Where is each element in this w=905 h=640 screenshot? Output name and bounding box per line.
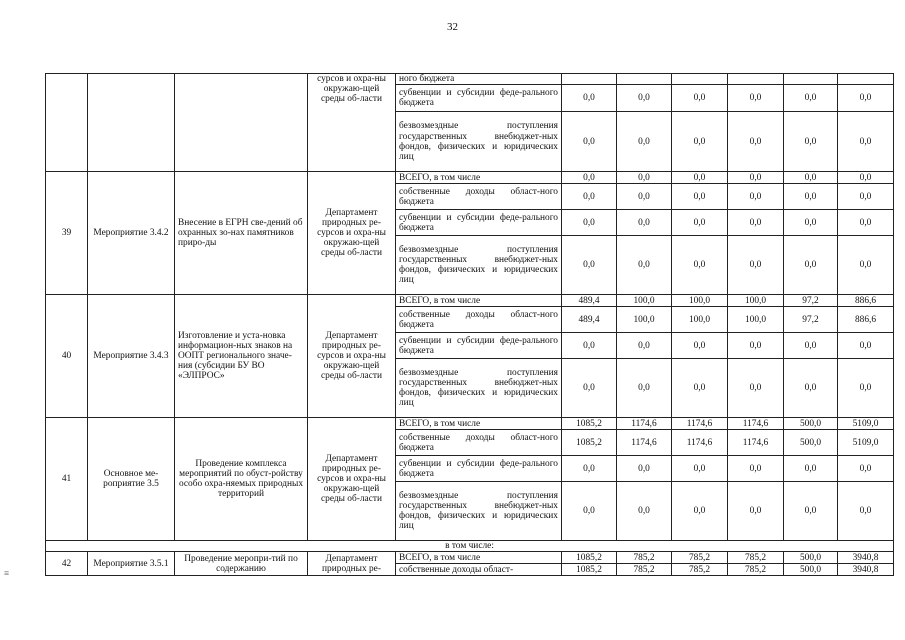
value-cell: 0,0 xyxy=(838,172,894,184)
value-cell: 0,0 xyxy=(562,236,617,295)
value-cell: 1174,6 xyxy=(617,418,672,430)
executor: Департамент природных ре-сурсов и охра-ны окружаю-щей среды об-ласти xyxy=(308,418,396,541)
value-cell: 0,0 xyxy=(838,482,894,541)
value-cell: 0,0 xyxy=(784,456,838,482)
funding-source: субвенции и субсидии феде-рального бюджета xyxy=(396,85,562,112)
value-cell: 1085,2 xyxy=(562,430,617,456)
value-cell xyxy=(562,74,617,85)
value-cell: 0,0 xyxy=(562,112,617,172)
value-cell: 0,0 xyxy=(617,456,672,482)
value-cell: 97,2 xyxy=(784,307,838,333)
value-cell: 97,2 xyxy=(784,295,838,307)
funding-source: ВСЕГО, в том числе xyxy=(396,552,562,564)
value-cell: 886,6 xyxy=(838,295,894,307)
table-row xyxy=(46,552,894,564)
value-cell: 500,0 xyxy=(784,430,838,456)
value-cell: 0,0 xyxy=(728,112,784,172)
value-cell: 500,0 xyxy=(784,418,838,430)
page-number: 32 xyxy=(447,21,458,33)
value-cell: 0,0 xyxy=(784,333,838,359)
funding-source: ВСЕГО, в том числе xyxy=(396,172,562,184)
table-row xyxy=(46,74,894,85)
table-row xyxy=(46,172,894,184)
subheading: в том числе: xyxy=(46,541,894,552)
value-cell: 100,0 xyxy=(617,307,672,333)
value-cell: 0,0 xyxy=(562,456,617,482)
activity-name: Внесение в ЕГРН све-дений об охранных зо-нах памятников приро-ды xyxy=(175,172,308,295)
value-cell: 489,4 xyxy=(562,295,617,307)
value-cell: 0,0 xyxy=(728,172,784,184)
value-cell: 1085,2 xyxy=(562,564,617,576)
activity-type: Мероприятие 3.4.3 xyxy=(88,295,175,418)
funding-source: субвенции и субсидии феде-рального бюджета xyxy=(396,210,562,236)
value-cell: 0,0 xyxy=(838,359,894,418)
value-cell: 1174,6 xyxy=(728,418,784,430)
value-cell: 0,0 xyxy=(672,172,728,184)
row-number: 40 xyxy=(46,295,88,418)
budget-table xyxy=(45,73,894,576)
funding-source: ВСЕГО, в том числе xyxy=(396,418,562,430)
value-cell: 100,0 xyxy=(672,295,728,307)
row-number: 39 xyxy=(46,172,88,295)
funding-source: собственные доходы област-ного бюджета xyxy=(396,307,562,333)
activity-type: Основное ме-роприятие 3.5 xyxy=(88,418,175,541)
value-cell: 0,0 xyxy=(728,359,784,418)
value-cell: 886,6 xyxy=(838,307,894,333)
value-cell xyxy=(672,74,728,85)
activity-name: Изготовление и уста-новка информацион-ных знаков на ООПТ регионального значе-ния (субсидии БУ ВО «ЭЛПРОС» xyxy=(175,295,308,418)
value-cell: 0,0 xyxy=(617,112,672,172)
value-cell: 0,0 xyxy=(562,184,617,210)
value-cell: 500,0 xyxy=(784,552,838,564)
table-row xyxy=(46,541,894,552)
value-cell: 0,0 xyxy=(838,184,894,210)
value-cell: 0,0 xyxy=(728,184,784,210)
value-cell: 0,0 xyxy=(838,236,894,295)
funding-source: субвенции и субсидии феде-рального бюджета xyxy=(396,333,562,359)
activity-type: Мероприятие 3.5.1 xyxy=(88,552,175,576)
value-cell: 100,0 xyxy=(728,295,784,307)
funding-source: собственные доходы област-ного бюджета xyxy=(396,184,562,210)
value-cell xyxy=(838,74,894,85)
value-cell: 0,0 xyxy=(672,112,728,172)
margin-mark: ≡ xyxy=(4,568,10,578)
value-cell: 0,0 xyxy=(672,210,728,236)
value-cell: 0,0 xyxy=(617,184,672,210)
funding-source: безвозмездные поступления государственных внебюджет-ных фондов, физических и юридических лиц xyxy=(396,236,562,295)
value-cell: 0,0 xyxy=(784,112,838,172)
value-cell: 0,0 xyxy=(672,333,728,359)
value-cell: 0,0 xyxy=(562,210,617,236)
value-cell: 0,0 xyxy=(617,333,672,359)
value-cell: 0,0 xyxy=(672,85,728,112)
value-cell: 0,0 xyxy=(728,210,784,236)
value-cell: 1174,6 xyxy=(617,430,672,456)
value-cell: 3940,8 xyxy=(838,552,894,564)
value-cell: 1085,2 xyxy=(562,418,617,430)
funding-source: безвозмездные поступления государственных внебюджет-ных фондов, физических и юридических лиц xyxy=(396,112,562,172)
funding-source: ного бюджета xyxy=(396,74,562,85)
value-cell: 785,2 xyxy=(728,564,784,576)
value-cell: 0,0 xyxy=(784,184,838,210)
value-cell: 1174,6 xyxy=(672,418,728,430)
table-row xyxy=(46,295,894,307)
value-cell: 0,0 xyxy=(784,210,838,236)
value-cell: 0,0 xyxy=(562,333,617,359)
value-cell: 0,0 xyxy=(838,456,894,482)
value-cell: 0,0 xyxy=(838,333,894,359)
value-cell xyxy=(728,74,784,85)
activity-type: Мероприятие 3.4.2 xyxy=(88,172,175,295)
value-cell: 0,0 xyxy=(617,236,672,295)
value-cell: 0,0 xyxy=(728,85,784,112)
table-row xyxy=(46,418,894,430)
activity-name: Проведение меропри-тий по содержанию xyxy=(175,552,308,576)
value-cell: 0,0 xyxy=(784,85,838,112)
value-cell: 1174,6 xyxy=(728,430,784,456)
funding-source: субвенции и субсидии феде-рального бюджета xyxy=(396,456,562,482)
value-cell: 0,0 xyxy=(672,482,728,541)
value-cell: 0,0 xyxy=(728,482,784,541)
value-cell: 0,0 xyxy=(728,456,784,482)
value-cell: 0,0 xyxy=(562,85,617,112)
executor: Департамент природных ре- xyxy=(308,552,396,576)
value-cell: 0,0 xyxy=(617,359,672,418)
value-cell: 500,0 xyxy=(784,564,838,576)
value-cell: 0,0 xyxy=(617,210,672,236)
value-cell: 0,0 xyxy=(617,85,672,112)
value-cell: 0,0 xyxy=(562,172,617,184)
value-cell: 785,2 xyxy=(672,552,728,564)
value-cell: 0,0 xyxy=(562,482,617,541)
value-cell: 0,0 xyxy=(728,236,784,295)
funding-source: ВСЕГО, в том числе xyxy=(396,295,562,307)
executor: Департамент природных ре-сурсов и охра-ны окружаю-щей среды об-ласти xyxy=(308,295,396,418)
value-cell: 0,0 xyxy=(784,359,838,418)
value-cell: 0,0 xyxy=(672,184,728,210)
executor: Департамент природных ре-сурсов и охра-ны окружаю-щей среды об-ласти xyxy=(308,172,396,295)
value-cell: 100,0 xyxy=(617,295,672,307)
value-cell: 0,0 xyxy=(617,482,672,541)
value-cell: 5109,0 xyxy=(838,418,894,430)
row-number: 42 xyxy=(46,552,88,576)
value-cell: 489,4 xyxy=(562,307,617,333)
value-cell: 0,0 xyxy=(672,359,728,418)
value-cell: 0,0 xyxy=(838,210,894,236)
value-cell: 100,0 xyxy=(728,307,784,333)
value-cell: 1085,2 xyxy=(562,552,617,564)
value-cell: 100,0 xyxy=(672,307,728,333)
value-cell: 0,0 xyxy=(838,85,894,112)
funding-source: собственные доходы област-ного бюджета xyxy=(396,430,562,456)
value-cell: 785,2 xyxy=(672,564,728,576)
value-cell: 0,0 xyxy=(617,172,672,184)
value-cell: 0,0 xyxy=(784,482,838,541)
row-number: 41 xyxy=(46,418,88,541)
activity-name xyxy=(175,74,308,172)
funding-source: безвозмездные поступления государственных внебюджет-ных фондов, физических и юридических лиц xyxy=(396,359,562,418)
value-cell: 785,2 xyxy=(728,552,784,564)
executor: сурсов и охра-ны окружаю-щей среды об-ласти xyxy=(308,74,396,172)
value-cell: 785,2 xyxy=(617,552,672,564)
row-number xyxy=(46,74,88,172)
value-cell xyxy=(617,74,672,85)
activity-name: Проведение комплекса мероприятий по обуст-ройству особо охра-няемых природных территорий xyxy=(175,418,308,541)
value-cell: 5109,0 xyxy=(838,430,894,456)
value-cell: 0,0 xyxy=(838,112,894,172)
funding-source: собственные доходы област- xyxy=(396,564,562,576)
activity-type xyxy=(88,74,175,172)
value-cell xyxy=(784,74,838,85)
value-cell: 0,0 xyxy=(784,172,838,184)
value-cell: 0,0 xyxy=(562,359,617,418)
value-cell: 0,0 xyxy=(672,456,728,482)
funding-source: безвозмездные поступления государственных внебюджет-ных фондов, физических и юридических лиц xyxy=(396,482,562,541)
value-cell: 0,0 xyxy=(672,236,728,295)
value-cell: 0,0 xyxy=(784,236,838,295)
value-cell: 3940,8 xyxy=(838,564,894,576)
value-cell: 785,2 xyxy=(617,564,672,576)
value-cell: 0,0 xyxy=(728,333,784,359)
value-cell: 1174,6 xyxy=(672,430,728,456)
